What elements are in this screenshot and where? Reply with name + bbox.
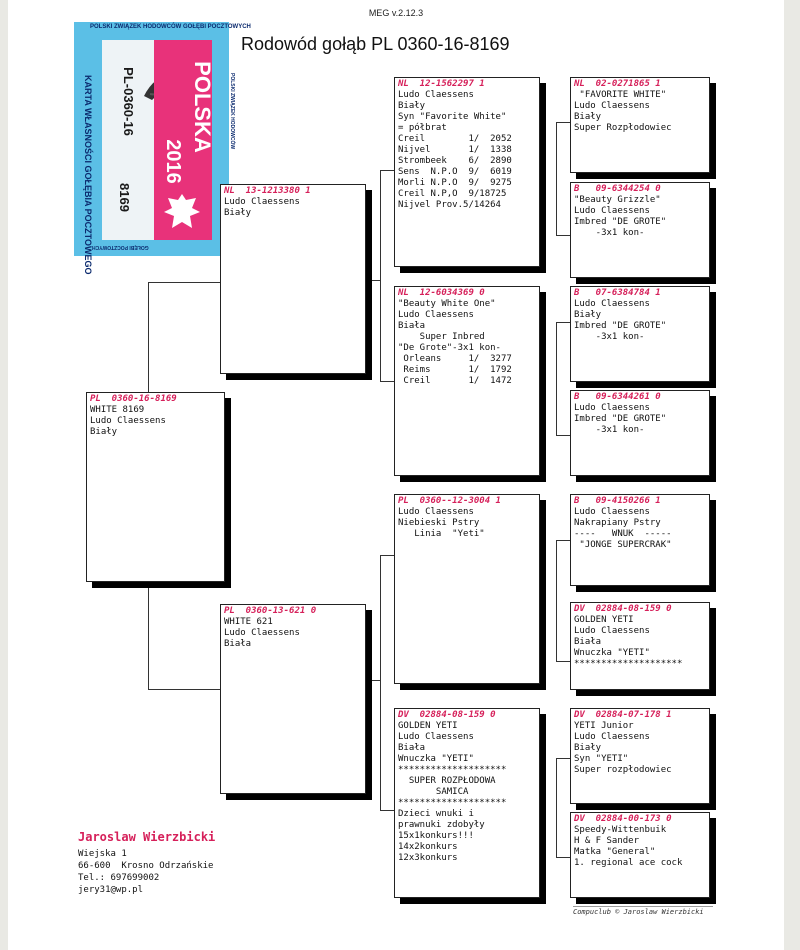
pigeon-line: 15x1konkurs!!! (398, 831, 474, 841)
pigeon-line: Creil 1/ 2052 (398, 134, 512, 144)
pigeon-box-mf (394, 494, 540, 684)
pigeon-line: Sens N.P.O 9/ 6019 (398, 167, 512, 177)
pigeon-line: Ludo Claessens (574, 507, 650, 517)
card-ring-id: PL-0360-16 (120, 67, 136, 136)
pigeon-line: 14x2konkurs (398, 842, 458, 852)
pigeon-line: Imbred "DE GROTE" (574, 414, 667, 424)
connector-mm (556, 758, 571, 858)
pigeon-line: "Beauty Grizzle" (574, 195, 661, 205)
pigeon-box-mfm (570, 602, 710, 690)
pigeon-id: NL 13-1213380 1 (224, 186, 311, 196)
owner-name: Jaroslaw Wierzbicki (78, 830, 216, 844)
card-right-text: POLSKI ZWIĄZEK HODOWCÓW (229, 73, 235, 150)
pigeon-line: Biała (574, 637, 602, 647)
pigeon-box-mff (570, 494, 710, 586)
owner-city: 66-600 Krosno Odrzańskie (78, 861, 214, 871)
pigeon-line: SAMICA (398, 787, 469, 797)
pigeon-line: Biały (224, 208, 252, 218)
pigeon-id: PL 0360-13-621 0 (224, 606, 317, 616)
pigeon-line: Strombeek 6/ 2890 (398, 156, 512, 166)
pigeon-line: Ludo Claessens (398, 90, 474, 100)
pigeon-line: Dzieci wnuki i (398, 809, 474, 819)
eagle-emblem-icon (162, 190, 202, 234)
pigeon-id: NL 02-0271865 1 (574, 79, 661, 89)
pigeon-line: Biały (574, 743, 602, 753)
pigeon-line: Biały (398, 101, 426, 111)
connector-father (380, 170, 395, 382)
pigeon-line: H & F Sander (574, 836, 640, 846)
pigeon-id: PL 0360--12-3004 1 (398, 496, 501, 506)
pigeon-line: Syn "YETI" (574, 754, 629, 764)
pigeon-line: = półbrat (398, 123, 447, 133)
pigeon-line: Ludo Claessens (574, 299, 650, 309)
pigeon-line: Imbred "DE GROTE" (574, 321, 667, 331)
pigeon-line: GOLDEN YETI (574, 615, 634, 625)
pigeon-line: Ludo Claessens (398, 507, 474, 517)
pigeon-box-mmf (570, 708, 710, 804)
page-title: Rodowód gołąb PL 0360-16-8169 (241, 34, 510, 54)
pigeon-line: Syn "Favorite White" (398, 112, 507, 122)
pigeon-line: GOLDEN YETI (398, 721, 458, 731)
pigeon-box-fff (570, 77, 710, 173)
card-side-text: KARTA WŁASNOŚCI GOŁĘBIA POCZTOWEGO (83, 75, 93, 275)
pigeon-line: Biały (574, 112, 602, 122)
connector-mother-stub (366, 680, 380, 681)
card-year: 2016 (161, 139, 184, 184)
pigeon-id: B 09-6344261 0 (574, 392, 661, 402)
pigeon-line: Biały (574, 310, 602, 320)
pigeon-line: WHITE 621 (224, 617, 273, 627)
pigeon-line: Ludo Claessens (574, 403, 650, 413)
pigeon-box-mmm (570, 812, 710, 898)
owner-phone: Tel.: 697699002 (78, 873, 160, 883)
pigeon-line: "FAVORITE WHITE" (574, 90, 667, 100)
connector-father-stub (366, 280, 380, 281)
pigeon-id: DV 02884-07-178 1 (574, 710, 672, 720)
pigeon-box-ffm (570, 182, 710, 278)
pigeon-line: Matka "General" (574, 847, 656, 857)
pigeon-line: Reims 1/ 1792 (398, 365, 512, 375)
pigeon-line: Biała (224, 639, 252, 649)
pigeon-box-mm (394, 708, 540, 898)
pigeon-line: "Beauty White One" (398, 299, 496, 309)
card-top-text: POLSKI ZWIĄZEK HODOWCÓW GOŁĘBI POCZTOWYCH (90, 24, 251, 30)
pedigree-page (8, 0, 784, 950)
connector-ff (556, 122, 571, 236)
pigeon-id: B 07-6384784 1 (574, 288, 661, 298)
pigeon-box-mother (220, 604, 366, 794)
pigeon-id: NL 12-1562297 1 (398, 79, 485, 89)
pigeon-line: "De Grote"-3x1 kon- (398, 343, 501, 353)
pigeon-line: Creil 1/ 1472 (398, 376, 512, 386)
card-country-panel (154, 40, 215, 240)
pigeon-box-father (220, 184, 366, 374)
pigeon-id: PL 0360-16-8169 (90, 394, 177, 404)
pigeon-line: Ludo Claessens (398, 310, 474, 320)
pigeon-id: NL 12-6034369 0 (398, 288, 485, 298)
connector-mf (556, 540, 571, 662)
pigeon-line: ******************** (574, 659, 683, 669)
footer-credit: Compuclub © Jaroslaw Wierzbicki (573, 908, 704, 916)
pigeon-line: Linia "Yeti" (398, 529, 485, 539)
pigeon-line: Nijvel Prov.5/14264 (398, 200, 501, 210)
pigeon-line: -3x1 kon- (574, 425, 645, 435)
pigeon-id: B 09-6344254 0 (574, 184, 661, 194)
pigeon-line: Morli N.P.O 9/ 9275 (398, 178, 512, 188)
pigeon-line: Super rozpłodowiec (574, 765, 672, 775)
pigeon-id: B 09-4150266 1 (574, 496, 661, 506)
owner-email[interactable]: jery31@wp.pl (78, 885, 144, 895)
pigeon-box-fmm (570, 390, 710, 476)
pigeon-line: Orleans 1/ 3277 (398, 354, 512, 364)
pigeon-box-fmf (570, 286, 710, 382)
pigeon-line: 1. regional ace cock (574, 858, 683, 868)
pigeon-line: 12x3konkurs (398, 853, 458, 863)
pigeon-line: Nakrapiany Pstry (574, 518, 661, 528)
pigeon-line: WHITE 8169 (90, 405, 145, 415)
pigeon-line: Niebieski Pstry (398, 518, 480, 528)
pigeon-line: Wnuczka "YETI" (574, 648, 650, 658)
pigeon-line: ---- WNUK ----- (574, 529, 672, 539)
pigeon-line: prawnuki zdobyły (398, 820, 485, 830)
pigeon-line: Super Rozpłodowiec (574, 123, 672, 133)
pigeon-line: Ludo Claessens (224, 197, 300, 207)
pigeon-line: "JONGE SUPERCRAK" (574, 540, 672, 550)
pigeon-line: Ludo Claessens (90, 416, 166, 426)
connector-mother (380, 555, 395, 811)
pigeon-line: Nijvel 1/ 1338 (398, 145, 512, 155)
pigeon-line: Ludo Claessens (574, 732, 650, 742)
pigeon-box-ff (394, 77, 540, 267)
owner-street: Wiejska 1 (78, 849, 127, 859)
pigeon-line: YETI Junior (574, 721, 634, 731)
footer-rule (573, 906, 713, 907)
pigeon-id: DV 02884-08-159 0 (574, 604, 672, 614)
pigeon-line: SUPER ROZPŁODOWA (398, 776, 496, 786)
pigeon-line: Ludo Claessens (224, 628, 300, 638)
pigeon-line: Super Inbred (398, 332, 485, 342)
pigeon-line: -3x1 kon- (574, 228, 645, 238)
pigeon-box-main (86, 392, 225, 582)
pigeon-line: Creil N.P,O 9/18725 (398, 189, 507, 199)
pigeon-line: -3x1 kon- (574, 332, 645, 342)
connector-fm (556, 322, 571, 436)
pigeon-id: DV 02884-08-159 0 (398, 710, 496, 720)
card-ring-number: 8169 (116, 183, 132, 212)
pigeon-line: ******************** (398, 798, 507, 808)
pigeon-line: ******************** (398, 765, 507, 775)
pigeon-line: Wnuczka "YETI" (398, 754, 474, 764)
pigeon-line: Biała (398, 743, 426, 753)
card-country: POLSKA (189, 61, 215, 153)
pigeon-line: Biała (398, 321, 426, 331)
pigeon-line: Ludo Claessens (574, 101, 650, 111)
pigeon-line: Speedy-Wittenbuik (574, 825, 667, 835)
pigeon-line: Ludo Claessens (574, 206, 650, 216)
version-label: MEG v.2.12.3 (368, 8, 424, 18)
pigeon-line: Ludo Claessens (574, 626, 650, 636)
owner-address (78, 848, 213, 896)
pigeon-line: Ludo Claessens (398, 732, 474, 742)
pigeon-box-fm (394, 286, 540, 476)
card-ring-panel (102, 40, 154, 240)
pigeon-line: Imbred "DE GROTE" (574, 217, 667, 227)
pigeon-line: Biały (90, 427, 118, 437)
card-bottom-text: GOŁĘBI POCZTOWYCH (92, 244, 149, 250)
pigeon-id: DV 02884-00-173 0 (574, 814, 672, 824)
